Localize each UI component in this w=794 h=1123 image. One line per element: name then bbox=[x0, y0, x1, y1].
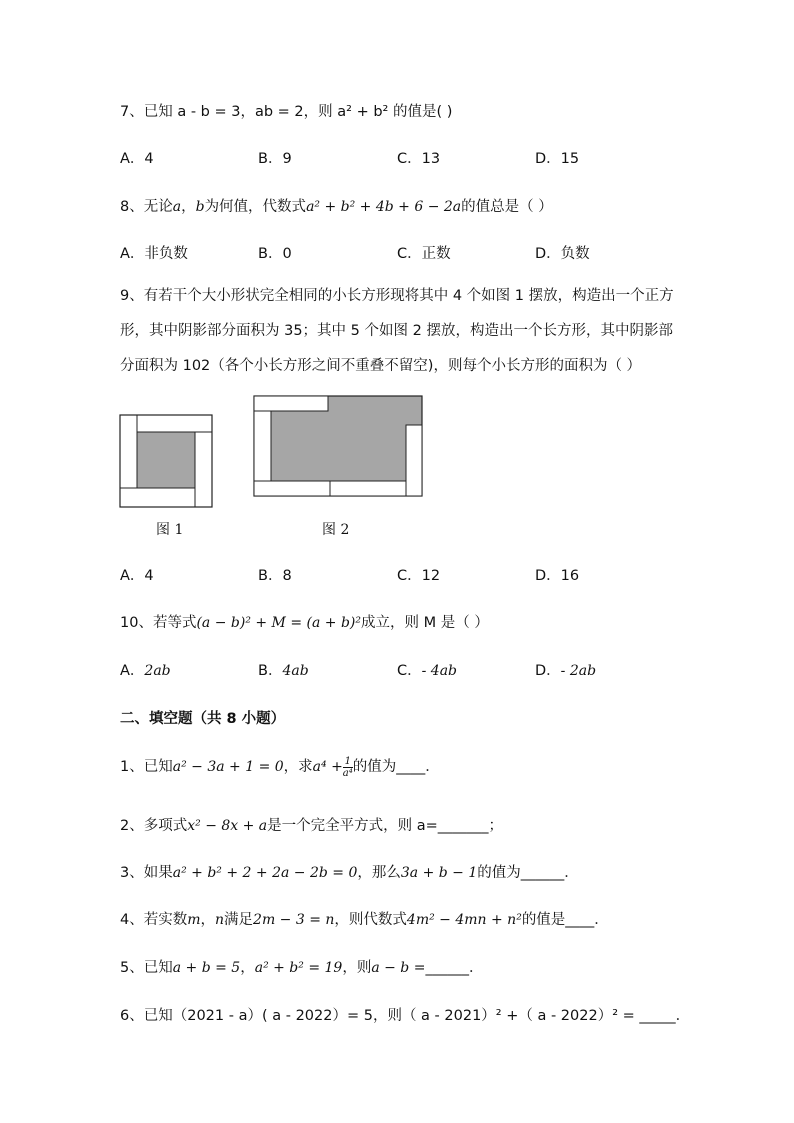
fill4-prefix: 4、若实数 bbox=[120, 912, 188, 928]
fig2-rect-left bbox=[254, 411, 271, 481]
option-value: 4ab bbox=[282, 663, 309, 679]
fill4-sep: ， bbox=[200, 912, 216, 928]
option-value: - 2ab bbox=[560, 663, 597, 679]
q10-prefix: 10、若等式 bbox=[120, 615, 197, 631]
fill5-prefix: 5、已知 bbox=[120, 960, 173, 976]
fill4-mid: 满足 bbox=[224, 912, 254, 928]
fig2-rect-top-left bbox=[254, 396, 328, 411]
fill5-expression-3: a − b = bbox=[371, 960, 426, 976]
option-label: B． bbox=[258, 663, 283, 679]
question-9-options bbox=[120, 564, 720, 586]
option-c: C．12 bbox=[397, 568, 441, 584]
fig2-rect-bottom-right bbox=[330, 481, 406, 496]
option-c bbox=[397, 659, 457, 680]
q8-expression: a² + b² + 4b + 6 − 2a bbox=[306, 199, 462, 215]
fill2-expression: x² − 8x + a bbox=[187, 818, 268, 834]
fill-question-5 bbox=[120, 956, 483, 977]
option-value: - 4ab bbox=[421, 663, 458, 679]
q8-suffix: 的值总是（ ） bbox=[461, 199, 553, 215]
figure-1-diagram bbox=[118, 413, 216, 509]
option-c: C．13 bbox=[397, 151, 441, 167]
fill4-mid-2: ，则代数式 bbox=[334, 912, 407, 928]
fill1-mid: ，求 bbox=[283, 759, 313, 775]
fill4-expression-2: 4m² − 4mn + n² bbox=[406, 912, 522, 928]
fig2-rect-bottom-left bbox=[254, 481, 330, 496]
question-7-options bbox=[120, 147, 720, 169]
option-b: B．0 bbox=[258, 246, 292, 262]
fill-question-3 bbox=[120, 861, 579, 882]
var-n: n bbox=[215, 912, 225, 928]
q9-line-3: 分面积为 102（各个小长方形之间不重叠不留空)，则每个小长方形的面积为（ ） bbox=[120, 358, 642, 374]
option-value: 2ab bbox=[144, 663, 171, 679]
option-a: A．4 bbox=[120, 568, 154, 584]
fill5-expression: a + b = 5 bbox=[172, 960, 241, 976]
figure-2-caption: 图 2 bbox=[322, 522, 350, 538]
fig2-rect-right bbox=[406, 425, 422, 496]
section-title: 二、填空题（共 8 小题） bbox=[120, 711, 286, 727]
option-d: D．负数 bbox=[535, 246, 590, 262]
fill-question-4 bbox=[120, 908, 609, 929]
fill1-suffix: 的值为____． bbox=[352, 759, 440, 775]
fill-question-6: 6、已知（2021 - a）( a - 2022）= 5，则（ a - 2021）² +（ a - 2022）² = _____． bbox=[120, 1008, 691, 1024]
fill5-mid: ，则 bbox=[342, 960, 372, 976]
q10-expression: (a − b)² + M = (a + b)² bbox=[196, 615, 362, 631]
fill4-suffix: 的值是____． bbox=[521, 912, 609, 928]
q8-prefix: 8、无论 bbox=[120, 199, 173, 215]
fill3-suffix: 的值为______． bbox=[477, 865, 579, 881]
option-d: D．15 bbox=[535, 151, 580, 167]
option-label: A． bbox=[120, 663, 145, 679]
option-b: B．8 bbox=[258, 568, 292, 584]
fill1-prefix: 1、已知 bbox=[120, 759, 173, 775]
q9-line-1: 9、有若干个大小形状完全相同的小长方形现将其中 4 个如图 1 摆放，构造出一个正方 bbox=[120, 288, 674, 304]
option-label: D． bbox=[535, 663, 561, 679]
figure-2-diagram bbox=[252, 394, 424, 498]
question-10-stem bbox=[120, 611, 489, 632]
fraction-numerator: 1 bbox=[344, 755, 351, 767]
var-m: m bbox=[187, 912, 201, 928]
fraction bbox=[343, 756, 353, 779]
fill3-mid: ，那么 bbox=[357, 865, 401, 881]
q8-sep: ， bbox=[181, 199, 196, 215]
figure-1-caption: 图 1 bbox=[156, 522, 184, 538]
q9-line-2: 形，其中阴影部分面积为 35；其中 5 个如图 2 摆放，构造出一个长方形，其中阴影部 bbox=[120, 323, 673, 339]
option-a bbox=[120, 659, 171, 680]
option-label: C． bbox=[397, 663, 422, 679]
question-10-options bbox=[120, 659, 720, 681]
fill4-expression: 2m − 3 = n bbox=[253, 912, 335, 928]
question-9-stem bbox=[120, 285, 674, 390]
option-a: A．非负数 bbox=[120, 246, 188, 262]
q10-suffix: 成立，则 M 是（ ） bbox=[361, 615, 489, 631]
var-b: b bbox=[195, 199, 205, 215]
fill5-expression-2: a² + b² = 19 bbox=[254, 960, 343, 976]
option-a: A．4 bbox=[120, 151, 154, 167]
question-7-stem: 7、已知 a - b = 3，ab = 2，则 a² + b² 的值是( ) bbox=[120, 104, 453, 120]
var-a: a bbox=[172, 199, 182, 215]
fill-question-2 bbox=[120, 814, 503, 835]
fraction-denominator: a⁴ bbox=[342, 767, 353, 779]
option-c: C．正数 bbox=[397, 246, 451, 262]
fill2-prefix: 2、多项式 bbox=[120, 818, 188, 834]
fill1-expression-2: a⁴ + bbox=[312, 759, 343, 775]
fill3-expression-2: 3a + b − 1 bbox=[400, 865, 478, 881]
fill2-suffix: 是一个完全平方式，则 a=_______； bbox=[267, 818, 504, 834]
option-b bbox=[258, 659, 309, 680]
question-8-stem bbox=[120, 195, 553, 216]
fill5-suffix: ______． bbox=[425, 960, 484, 976]
fill-question-1 bbox=[120, 755, 440, 779]
q8-mid: 为何值，代数式 bbox=[204, 199, 307, 215]
option-d bbox=[535, 659, 596, 680]
fill3-prefix: 3、如果 bbox=[120, 865, 173, 881]
option-d: D．16 bbox=[535, 568, 580, 584]
option-b: B．9 bbox=[258, 151, 292, 167]
fig1-shaded-region bbox=[137, 432, 195, 488]
fill1-expression: a² − 3a + 1 = 0 bbox=[172, 759, 284, 775]
fill5-sep: ， bbox=[240, 960, 255, 976]
fill3-expression: a² + b² + 2 + 2a − 2b = 0 bbox=[172, 865, 358, 881]
question-8-options bbox=[120, 242, 720, 264]
